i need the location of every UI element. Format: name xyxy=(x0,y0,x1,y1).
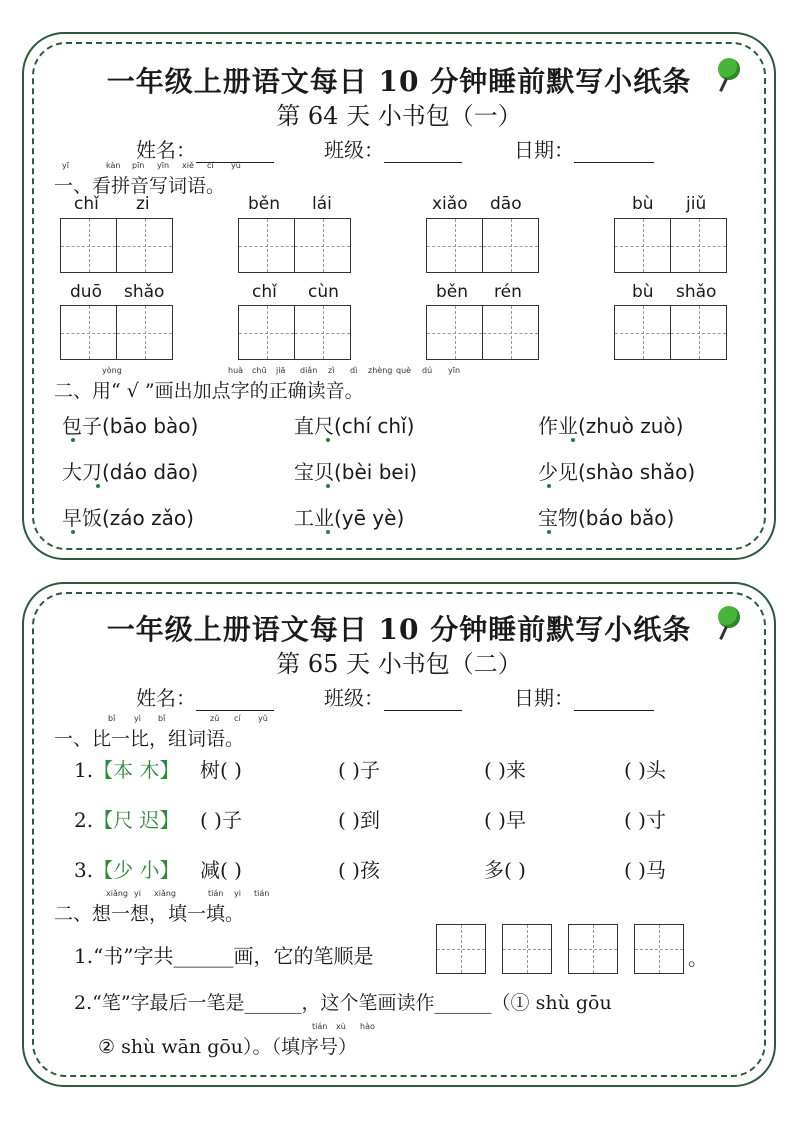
ruby-pinyin: xù xyxy=(336,1022,346,1031)
stroke-order-grid[interactable] xyxy=(502,924,552,974)
ruby-pinyin: tián xyxy=(312,1022,328,1031)
ruby-pinyin: dì xyxy=(350,366,358,375)
ruby-pinyin: pīn xyxy=(132,161,145,170)
word-pinyin: běn xyxy=(248,194,281,214)
class-blank[interactable] xyxy=(384,162,462,163)
writing-grid[interactable] xyxy=(482,305,539,360)
name-field xyxy=(136,682,274,711)
section2-title: 二、用“ √ ”画出加点字的正确读音。 xyxy=(54,380,364,402)
card-title: 一年级上册语文每日 10 分钟睡前默写小纸条 xyxy=(106,65,692,98)
date-field xyxy=(514,682,654,711)
writing-grid[interactable] xyxy=(238,218,295,273)
reading-choice[interactable]: 早饭(záo zǎo) xyxy=(62,506,194,530)
ruby-pinyin: yi xyxy=(234,889,241,898)
emphasis-dot xyxy=(326,438,330,442)
writing-grid[interactable] xyxy=(60,305,117,360)
pushpin-icon xyxy=(718,606,740,628)
word-blank[interactable]: ( )子 xyxy=(338,758,380,782)
row-number: 1. xyxy=(74,758,94,782)
writing-grid[interactable] xyxy=(670,218,727,273)
ruby-pinyin: yì xyxy=(134,714,141,723)
name-label: 姓名： xyxy=(136,686,196,710)
ruby-pinyin: xiě xyxy=(182,161,194,170)
word-blank[interactable]: ( )马 xyxy=(624,858,666,882)
row-number: 2. xyxy=(74,808,94,832)
word-pinyin: chǐ xyxy=(74,194,99,214)
emphasis-dot xyxy=(96,484,100,488)
ruby-pinyin: xiǎng xyxy=(154,889,177,898)
emphasis-dot xyxy=(571,438,575,442)
word-pinyin: shǎo xyxy=(676,282,717,302)
word-pinyin: jiǔ xyxy=(686,194,707,214)
section1-title: 一、看拼音写词语。 xyxy=(54,175,226,197)
class-label: 班级： xyxy=(324,138,384,162)
reading-choice[interactable]: 宝物(báo bǎo) xyxy=(538,506,675,530)
class-blank[interactable] xyxy=(384,710,462,711)
date-blank[interactable] xyxy=(574,710,654,711)
word-pinyin: běn xyxy=(436,282,469,302)
card-subtitle: 第 64 天 小书包（一） xyxy=(276,102,522,130)
ruby-pinyin: zì xyxy=(328,366,335,375)
class-field xyxy=(324,134,462,163)
section1-title: 一、比一比，组词语。 xyxy=(54,728,245,750)
ruby-pinyin: yòng xyxy=(102,366,122,375)
date-blank[interactable] xyxy=(574,162,654,163)
writing-grid[interactable] xyxy=(116,218,173,273)
writing-grid[interactable] xyxy=(116,305,173,360)
question-1-end: 。 xyxy=(688,946,708,970)
ruby-pinyin: dú xyxy=(422,366,433,375)
ruby-pinyin: yǔ xyxy=(231,161,241,170)
ruby-pinyin: hào xyxy=(360,1022,375,1031)
reading-choice[interactable]: 作业(zhuò zuò) xyxy=(538,414,684,438)
word-blank[interactable]: ( )头 xyxy=(624,758,666,782)
ruby-pinyin: cí xyxy=(207,161,214,170)
ruby-pinyin: jiā xyxy=(276,366,286,375)
ruby-pinyin: bǐ xyxy=(108,714,116,723)
writing-grid[interactable] xyxy=(482,218,539,273)
worksheet-card-day64 xyxy=(22,32,776,560)
word-pinyin: bù xyxy=(632,194,654,214)
class-label: 班级： xyxy=(324,686,384,710)
ruby-pinyin: kàn xyxy=(106,161,121,170)
writing-grid[interactable] xyxy=(670,305,727,360)
word-blank[interactable]: 树( ) xyxy=(200,758,242,782)
ruby-pinyin: zhèng xyxy=(368,366,393,375)
reading-choice[interactable]: 大刀(dáo dāo) xyxy=(62,460,199,484)
ruby-pinyin: zǔ xyxy=(210,714,220,723)
ruby-pinyin: xiǎng xyxy=(106,889,129,898)
char-pair: 【尺 迟】 xyxy=(93,808,180,832)
reading-choice[interactable]: 直尺(chí chǐ) xyxy=(294,414,415,438)
worksheet-card-day65 xyxy=(22,582,776,1087)
ruby-pinyin: yī xyxy=(62,161,69,170)
word-blank[interactable]: ( )子 xyxy=(200,808,242,832)
word-blank[interactable]: ( )到 xyxy=(338,808,380,832)
word-blank[interactable]: ( )来 xyxy=(484,758,526,782)
ruby-pinyin: yǔ xyxy=(258,714,268,723)
emphasis-dot xyxy=(326,530,330,534)
word-pinyin: duō xyxy=(70,282,102,302)
ruby-pinyin: yi xyxy=(134,889,141,898)
reading-choice[interactable]: 包子(bāo bào) xyxy=(62,414,199,438)
writing-grid[interactable] xyxy=(294,305,351,360)
word-pinyin: chǐ xyxy=(252,282,277,302)
pushpin-icon xyxy=(718,58,740,80)
compare-row xyxy=(74,854,179,883)
ruby-pinyin: chū xyxy=(252,366,267,375)
row-number: 3. xyxy=(74,858,94,882)
date-label: 日期： xyxy=(514,686,574,710)
stroke-order-grid[interactable] xyxy=(568,924,618,974)
question-2-line2: ② shù wān gōu）。（填序号） xyxy=(98,1036,358,1058)
card-subtitle: 第 65 天 小书包（二） xyxy=(276,650,522,678)
emphasis-dot xyxy=(547,484,551,488)
ruby-pinyin: tián xyxy=(208,889,224,898)
word-pinyin: bù xyxy=(632,282,654,302)
stroke-order-grid[interactable] xyxy=(436,924,486,974)
compare-row xyxy=(74,804,179,833)
emphasis-dot xyxy=(326,484,330,488)
emphasis-dot xyxy=(71,438,75,442)
ruby-pinyin: què xyxy=(396,366,412,375)
ruby-pinyin: yīn xyxy=(157,161,170,170)
date-field xyxy=(514,134,654,163)
class-field xyxy=(324,682,462,711)
ruby-pinyin: diǎn xyxy=(300,366,318,375)
writing-grid[interactable] xyxy=(426,218,483,273)
word-blank[interactable]: ( )早 xyxy=(484,808,526,832)
question-1: 1.“书”字共______画，它的笔顺是 xyxy=(74,944,374,968)
ruby-pinyin: yīn xyxy=(448,366,461,375)
writing-grid[interactable] xyxy=(60,218,117,273)
ruby-pinyin: cí xyxy=(234,714,241,723)
word-pinyin: cùn xyxy=(308,282,339,302)
emphasis-dot xyxy=(547,530,551,534)
ruby-pinyin: tián xyxy=(254,889,270,898)
reading-choice[interactable]: 少见(shào shǎo) xyxy=(538,460,696,484)
word-pinyin: rén xyxy=(494,282,522,302)
word-pinyin: lái xyxy=(312,194,332,214)
word-pinyin: zi xyxy=(136,194,150,214)
stroke-order-grid[interactable] xyxy=(634,924,684,974)
emphasis-dot xyxy=(71,530,75,534)
char-pair: 【少 小】 xyxy=(93,858,180,882)
word-blank[interactable]: ( )孩 xyxy=(338,858,380,882)
name-blank[interactable] xyxy=(196,710,274,711)
writing-grid[interactable] xyxy=(426,305,483,360)
writing-grid[interactable] xyxy=(614,218,671,273)
date-label: 日期： xyxy=(514,138,574,162)
char-pair: 【本 木】 xyxy=(93,758,180,782)
ruby-pinyin: bǐ xyxy=(158,714,166,723)
word-pinyin: dāo xyxy=(490,194,522,214)
word-pinyin: xiǎo xyxy=(432,194,468,214)
writing-grid[interactable] xyxy=(294,218,351,273)
card-title: 一年级上册语文每日 10 分钟睡前默写小纸条 xyxy=(106,613,692,646)
ruby-pinyin: huà xyxy=(228,366,244,375)
word-pinyin: shǎo xyxy=(124,282,165,302)
word-blank[interactable]: 多( ) xyxy=(484,858,526,882)
word-blank[interactable]: 减( ) xyxy=(200,858,242,882)
question-2-line1: 2.“笔”字最后一笔是______，这个笔画读作______（① shù gōu xyxy=(74,992,612,1014)
name-field xyxy=(136,134,274,163)
name-label: 姓名： xyxy=(136,138,196,162)
writing-grid[interactable] xyxy=(614,305,671,360)
word-blank[interactable]: ( )寸 xyxy=(624,808,666,832)
reading-choice[interactable]: 工业(yē yè) xyxy=(294,506,405,530)
writing-grid[interactable] xyxy=(238,305,295,360)
reading-choice[interactable]: 宝贝(bèi bei) xyxy=(294,460,418,484)
section2-title: 二、想一想，填一填。 xyxy=(54,903,245,925)
compare-row xyxy=(74,754,179,783)
